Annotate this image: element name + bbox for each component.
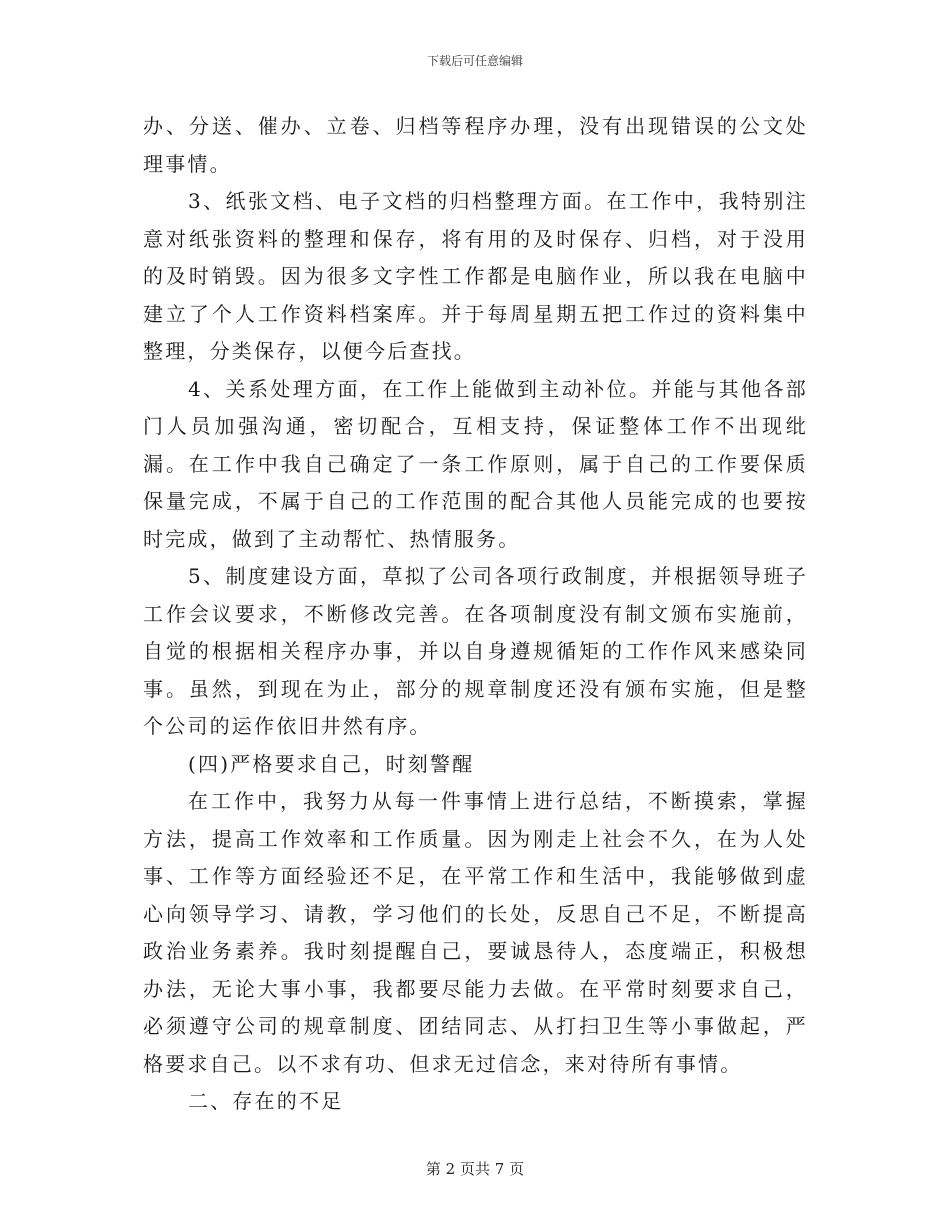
page-header: 下载后可任意编辑: [426, 54, 523, 68]
page-footer: 第 2 页共 7 页: [425, 1160, 525, 1178]
paragraph-4: 5、制度建设方面，草拟了公司各项行政制度，并根据领导班子工作会议要求，不断修改完善。在各项制度没有制文颁布实施前，自觉的根据相关程序办事，并以自身遵规循矩的工作作风来感染同事。虽然，到现在为止，部分的规章制度还没有颁布实施，但是整个公司的运作依旧井然有序。: [143, 564, 808, 738]
section-heading-4: (四)严格要求自己，时刻警醒: [188, 751, 475, 776]
section-heading-2: 二、存在的不足: [188, 1089, 344, 1113]
paragraph-2: 3、纸张文档、电子文档的归档整理方面。在工作中，我特别注意对纸张资料的整理和保存，将有用的及时保存、归档，对于没用的及时销毁。因为很多文字性工作都是电脑作业，所以我在电脑中建立了个人工作资料档案库。并于每周星期五把工作过的资料集中整理，分类保存，以便今后查找。: [143, 189, 808, 363]
paragraph-3: 4、关系处理方面，在工作上能做到主动补位。并能与其他各部门人员加强沟通，密切配合，互相支持，保证整体工作不出现纰漏。在工作中我自己确定了一条工作原则，属于自己的工作要保质保量完成，不属于自己的工作范围的配合其他人员能完成的也要按时完成，做到了主动帮忙、热情服务。: [143, 376, 808, 551]
document-body: [143, 108, 808, 1121]
paragraph-1: 办、分送、催办、立卷、归档等程序办理，没有出现错误的公文处理事情。: [143, 114, 808, 176]
paragraph-5: 在工作中，我努力从每一件事情上进行总结，不断摸索，掌握方法，提高工作效率和工作质量。因为刚走上社会不久，在为人处事、工作等方面经验还不足，在平常工作和生活中，我能够做到虚心向领导学习、请教，学习他们的长处，反思自己不足，不断提高政治业务素养。我时刻提醒自己，要诚恳待人，态度端正，积极想办法，无论大事小事，我都要尽能力去做。在平常时刻要求自己，必须遵守公司的规章制度、团结同志、从打扫卫生等小事做起，严格要求自己。以不求有功、但求无过信念，来对待所有事情。: [143, 789, 808, 1076]
